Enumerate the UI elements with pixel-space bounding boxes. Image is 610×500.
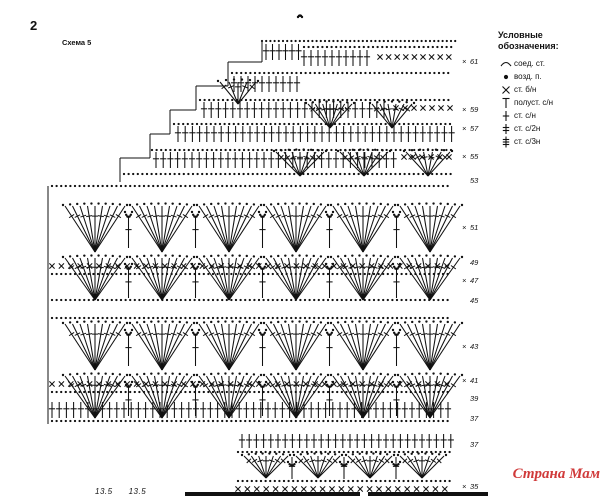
legend-item-half-double: [498, 96, 606, 109]
watermark: Страна Мам: [512, 466, 600, 482]
row-number: 49: [470, 258, 479, 267]
row-number: 37: [470, 414, 479, 423]
legend-item-label: ст. с/2н: [514, 124, 541, 133]
legend-item-label: ст. с/3н: [514, 137, 541, 146]
page-number: 2: [30, 18, 38, 33]
half-double-stitch-icon: [498, 97, 514, 109]
legend-item-label: соед. ст.: [514, 59, 545, 68]
dimension-value: 13.5: [95, 487, 113, 496]
row-number: × 35: [462, 482, 479, 491]
treble-stitch-icon: [498, 123, 514, 135]
legend-item-single-crochet: [498, 83, 606, 96]
row-number: × 57: [462, 124, 479, 133]
legend-item-label: полуст. с/н: [514, 98, 554, 107]
legend-item-label: возд. п.: [514, 72, 542, 81]
row-number: 45: [470, 296, 479, 305]
row-number: × 61: [462, 57, 479, 66]
dimension-labels: [95, 487, 162, 496]
legend-title-line1: Условные: [498, 30, 543, 40]
legend-title-line2: обозначения:: [498, 41, 559, 51]
legend-item-chain: [498, 70, 606, 83]
row-number-rail: [462, 0, 496, 500]
legend-item-label: ст. с/н: [514, 111, 536, 120]
legend: [498, 30, 606, 148]
row-number: × 43: [462, 342, 479, 351]
row-number: 37: [470, 440, 479, 449]
double-stitch-icon: [498, 110, 514, 122]
dimension-value-2: 13.5: [128, 487, 147, 496]
row-number: × 47: [462, 276, 479, 285]
arc-icon: [498, 59, 514, 69]
legend-item-quad: [498, 135, 606, 148]
legend-item-treble: [498, 122, 606, 135]
row-number: × 51: [462, 223, 479, 232]
legend-title: [498, 30, 606, 52]
legend-item-slip-stitch: [498, 57, 606, 70]
row-number: × 59: [462, 105, 479, 114]
row-number: 39: [470, 394, 479, 403]
legend-item-double: [498, 109, 606, 122]
dot-icon: [498, 72, 514, 82]
row-number: × 41: [462, 376, 479, 385]
scheme-label: Схема 5: [62, 38, 92, 47]
quad-stitch-icon: [498, 136, 514, 148]
legend-item-label: ст. б/н: [514, 85, 537, 94]
row-number: 53: [470, 176, 479, 185]
cross-icon: [498, 85, 514, 95]
row-number: × 55: [462, 152, 479, 161]
